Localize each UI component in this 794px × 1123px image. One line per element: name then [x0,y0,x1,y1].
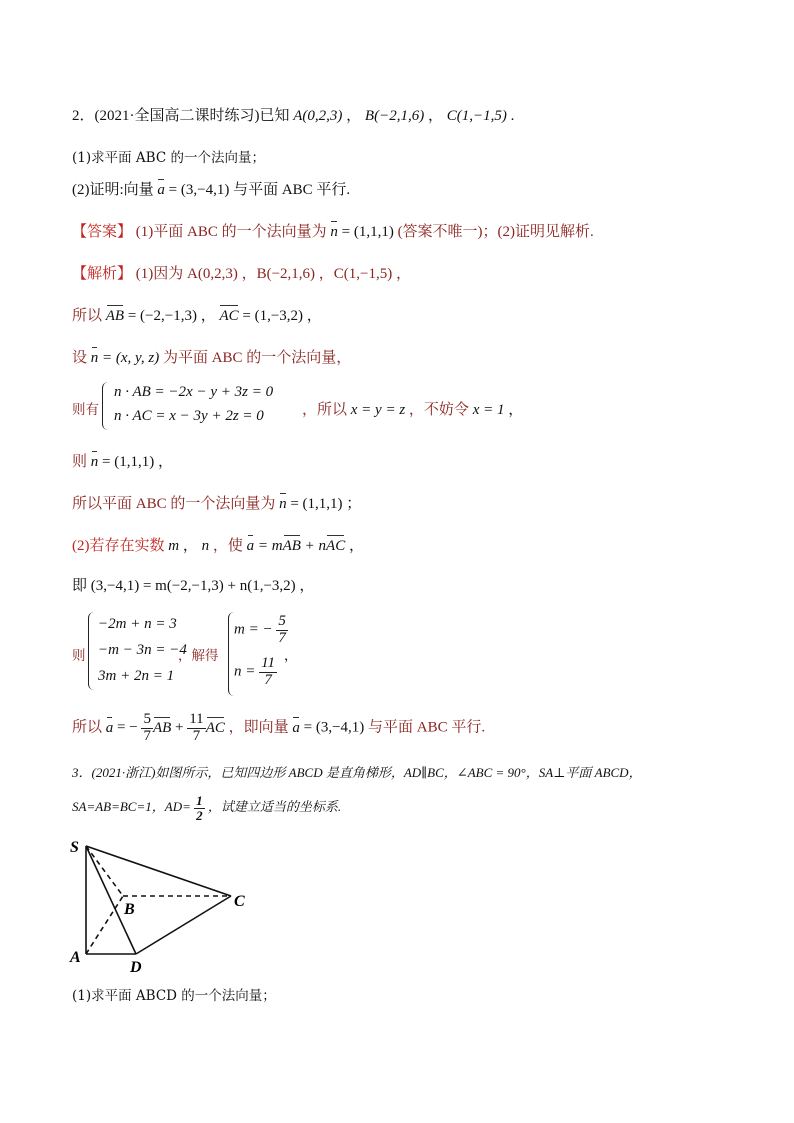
fraction [194,794,205,822]
var-m: m [168,538,180,554]
edge-sc [86,846,231,896]
value: = (−2,−1,3) ， [127,308,216,324]
analysis-line-8: 即 (3,−4,1) = m(−2,−1,3) + n(1,−3,2) ， [72,578,315,594]
text: = m [257,538,283,554]
value: = (3,−4,1) [303,719,365,736]
p3-stem-line-2 [72,794,341,822]
text: ， [348,538,364,554]
vector-ab: AB [105,308,125,324]
label-a: A [70,949,81,966]
value: = (1,1,1) ； [290,496,362,512]
answer-line [72,220,594,241]
p2-question-1: (1)求平面 ABC 的一个法向量； [72,150,265,166]
vector-ac: AC [205,719,225,736]
text: 所以 [72,308,103,324]
text: ， [284,648,298,664]
vector-n: n [330,224,338,240]
system-eq-3: 3m + 2n = 1 [98,668,175,684]
fraction [141,712,153,745]
system-eq-1: n · AB = −2x − y + 3z = 0 [114,384,274,400]
label-b: B [124,901,135,918]
text: ，解得 [178,648,219,664]
text: n = [234,663,260,680]
analysis-tag: 【解析】 [72,266,133,282]
brace [88,612,97,690]
text: 则 [72,648,86,664]
analysis-line-3 [72,346,351,367]
vector-n: n [90,350,99,366]
numerator: 5 [143,711,151,727]
text: 所以 [72,719,103,736]
answer-text-2: (答案不唯一)；(2)证明见解析. [397,224,594,240]
vector-ac: AC [219,308,239,324]
solution-n [234,656,277,689]
point-b: B(−2,1,6) [364,108,425,124]
period: . [510,108,515,124]
text: ，试建立适当的坐标系. [207,799,342,815]
edge-ab [86,896,123,954]
analysis-line-9 [72,612,772,698]
numerator: 1 [196,793,203,808]
vector-n: n [90,454,99,470]
brace [102,382,111,430]
text: ，即向量 [228,719,289,736]
analysis-line-2 [72,304,322,325]
text: = − [117,719,138,736]
text: 则 [72,454,88,470]
label-c: C [234,893,245,910]
text: ， [182,538,202,554]
vector-a: a [246,538,255,554]
vector-ab: AB [152,719,172,736]
analysis-line-1 [72,262,411,283]
system-eq-1: −2m + n = 3 [98,616,177,632]
q2-suffix: 与平面 ABC 平行. [233,182,351,198]
answer-text-1: (1)平面 ABC 的一个法向量为 [135,224,327,240]
text: 为平面 ABC 的一个法向量， [162,350,352,366]
denominator: 2 [196,807,203,823]
vector-ac: AC [326,538,346,554]
sep: ， [427,108,443,124]
fraction [276,614,288,647]
vector-n: n [279,496,287,512]
text: + n [300,538,327,554]
edge-sd [86,846,136,954]
sep: ， [346,108,362,124]
label-d: D [130,959,142,976]
analysis-line-7 [72,534,364,555]
pyramid-figure [68,836,258,976]
var-n: n [201,538,210,554]
label-s: S [70,839,79,856]
analysis-line-10 [72,712,485,745]
vector-a: a [105,719,114,736]
denominator: 7 [143,727,151,744]
text: 设 [72,350,88,366]
denominator: 7 [278,629,286,646]
text: SA=AB=BC=1，AD= [72,799,191,815]
value: = (1,−3,2) ， [242,308,322,324]
fraction [259,656,277,689]
numerator: 5 [278,613,286,629]
text: ，所以 [302,402,348,418]
text: ，使 [212,538,243,554]
line-4-tail [302,398,523,419]
system-eq-2: n · AC = x − 3y + 2z = 0 [114,408,264,424]
text: (2)若存在实数 [72,538,165,554]
answer-value: = (1,1,1) [341,224,394,240]
point-c: C(1,−1,5) [446,108,507,124]
p2-stem [72,104,514,125]
denominator: 7 [192,727,201,744]
text: 与平面 ABC 平行. [368,719,486,736]
analysis-text: (1)因为 A(0,2,3) ，B(−2,1,6) ，C(1,−1,5) ， [135,266,411,282]
vector-a: a [157,182,165,198]
text: + [175,719,188,736]
numerator: 11 [189,711,204,727]
solution-m [234,614,288,647]
q2-value: = (3,−4,1) [168,182,230,198]
p2-question-2 [72,178,350,199]
analysis-line-4 [72,382,772,432]
value: = (x, y, z) [102,350,160,366]
edge-dc [136,896,231,954]
p3-stem-line-1: 3．(2021·浙江)如图所示，已知四边形 ABCD 是直角梯形，AD∥BC，∠ABC = 90°，SA⊥平面 ABCD， [72,765,642,780]
value: = (1,1,1) ， [102,454,173,470]
text: 则有 [72,402,99,418]
text: m = − [234,621,273,638]
text: 所以平面 ABC 的一个法向量为 [72,496,276,512]
vector-ab: AB [282,538,301,554]
equation: x = y = z [350,402,406,418]
answer-tag: 【答案】 [72,224,133,240]
p2-intro: 2．(2021·全国高二课时练习)已知 [72,108,290,124]
numerator: 11 [261,655,276,671]
q2-prefix: (2)证明:向量 [72,182,154,198]
denominator: 7 [264,671,272,688]
fraction [187,712,205,745]
system-eq-2: −m − 3n = −4 [98,642,187,658]
text: ， [508,402,524,418]
point-a: A(0,2,3) [293,108,343,124]
edge-sb [86,846,123,896]
vector-a: a [292,719,300,736]
analysis-line-6 [72,492,361,513]
equation: x = 1 [472,402,505,418]
analysis-line-5 [72,450,173,471]
p3-question-1: (1)求平面 ABCD 的一个法向量； [72,988,276,1004]
text: ，不妨令 [408,402,469,418]
